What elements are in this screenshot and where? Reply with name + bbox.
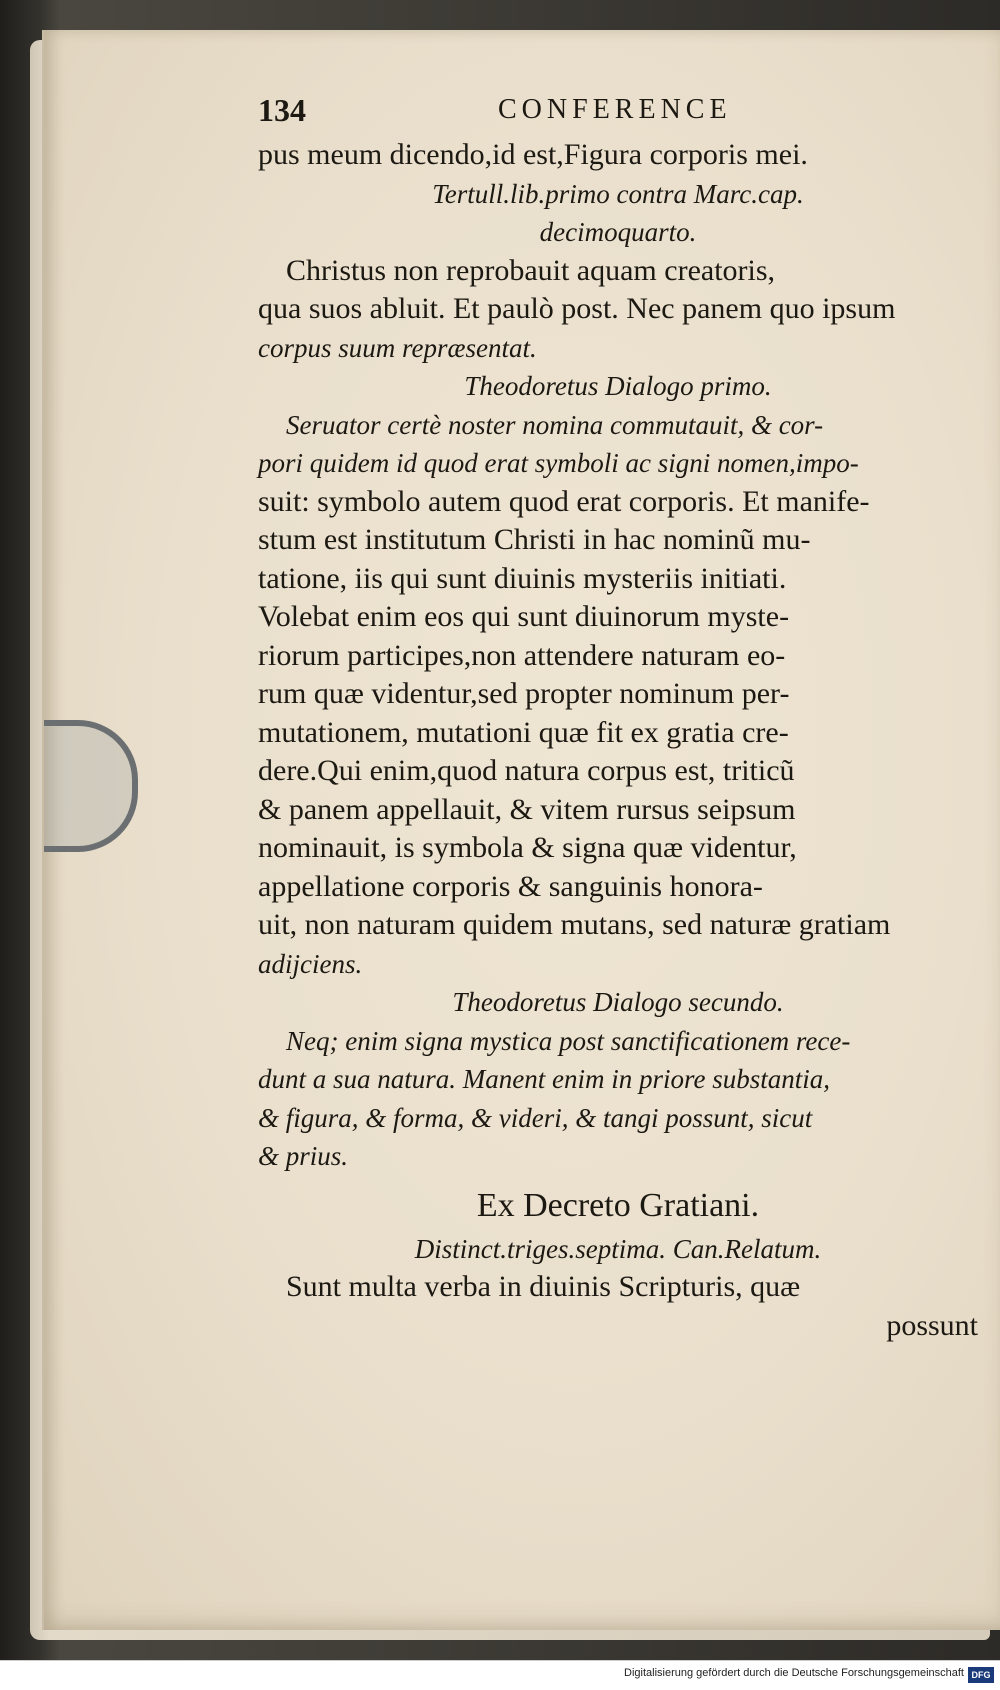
text-line: suit: symbolo autem quod erat corporis. Et manife- xyxy=(258,484,870,518)
dfg-logo: DFG xyxy=(968,1667,994,1683)
text-line: mutationem, mutationi quæ fit ex gratia cre- xyxy=(258,715,789,749)
footer-bar xyxy=(0,1660,1000,1690)
text-line: Theodoretus Dialogo secundo. xyxy=(452,987,784,1017)
text-line: stum est institutum Christi in hac nominũ mu- xyxy=(258,523,811,556)
text-line: dere.Qui enim,quod natura corpus est, triticũ xyxy=(258,754,795,787)
text-line: possunt xyxy=(886,1308,978,1342)
text-line: Seruator certè noster nomina commutauit, & cor- xyxy=(286,409,824,440)
text-line: riorum participes,non attendere naturam eo- xyxy=(258,638,786,672)
text-line: & panem appellauit, & vitem rursus seipsum xyxy=(258,792,796,826)
text-line: rum quæ videntur,sed propter nominum per- xyxy=(258,677,790,710)
footer-credit: Digitalisierung gefördert durch die Deutsche Forschungsgemeinschaft xyxy=(624,1667,964,1679)
text-line: & prius. xyxy=(258,1141,349,1171)
text-line: qua suos abluit. Et paulò post. Nec panem quo ipsum xyxy=(258,292,896,325)
text-line: Theodoretus Dialogo primo. xyxy=(464,371,772,401)
page-number: 134 xyxy=(258,92,306,128)
text-line: Christus non reprobauit aquam creatoris, xyxy=(286,253,776,287)
text-block xyxy=(258,88,978,1345)
page-header xyxy=(258,88,978,136)
text-line: appellatione corporis & sanguinis honora- xyxy=(258,869,763,903)
text-line: pus meum dicendo,id est,Figura corporis mei. xyxy=(258,138,808,171)
text-line: Ex Decreto Gratiani. xyxy=(476,1186,760,1224)
running-head: CONFERENCE xyxy=(498,94,732,125)
text-line: Volebat enim eos qui sunt diuinorum myste- xyxy=(258,600,790,633)
text-line: & figura, & forma, & videri, & tangi possunt, sicut xyxy=(258,1102,813,1133)
text-line: Sunt multa verba in diuinis Scripturis, quæ xyxy=(286,1270,801,1303)
text-line: nominauit, is symbola & signa quæ videntur, xyxy=(258,831,797,864)
text-line: dunt a sua natura. Manent enim in priore substantia, xyxy=(258,1064,830,1094)
text-line: Tertull.lib.primo contra Marc.cap. xyxy=(432,178,804,209)
text-line: uit, non naturam quidem mutans, sed naturæ gratiam xyxy=(258,908,891,941)
text-line: decimoquarto. xyxy=(539,217,697,247)
text-line: pori quidem id quod erat symboli ac signi nomen,impo- xyxy=(258,448,859,478)
body-text xyxy=(258,136,978,1345)
text-line: adijciens. xyxy=(258,948,363,979)
text-line: corpus suum repræsentat. xyxy=(258,332,537,363)
page-clip xyxy=(44,720,138,852)
text-line: Distinct.triges.septima. Can.Relatum. xyxy=(414,1233,822,1264)
text-line: Neq; enim signa mystica post sanctificationem rece- xyxy=(286,1025,851,1056)
text-line: tatione, iis qui sunt diuinis mysteriis initiati. xyxy=(258,561,787,595)
